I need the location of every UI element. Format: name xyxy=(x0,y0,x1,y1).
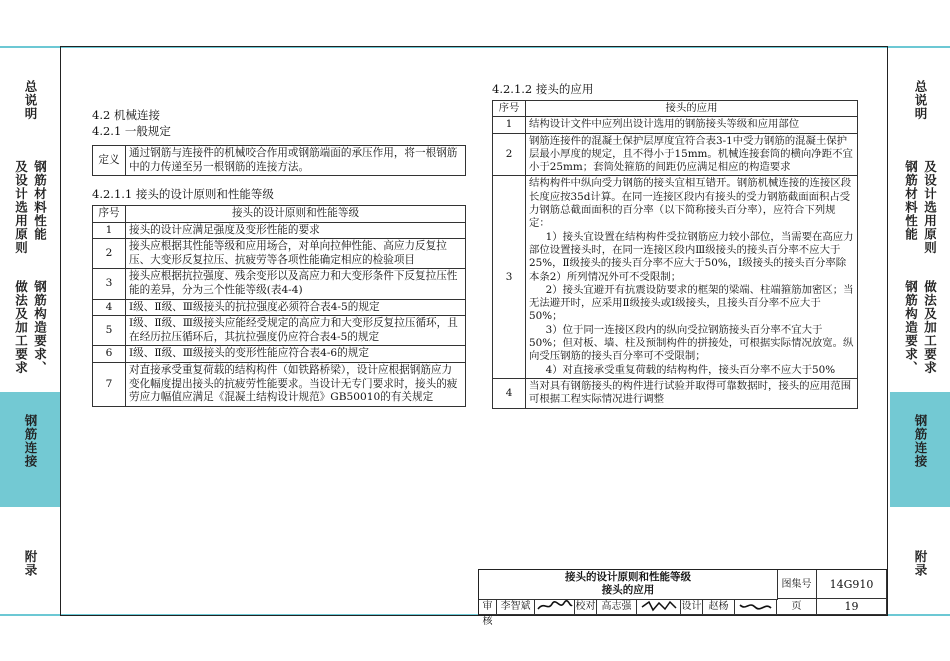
row-text-item: 1）接头宜设置在结构构件受拉钢筋应力较小部位，当需要在高应力部位设置接头时，在同一连接区段内Ⅲ级接头的接头百分率不应大于25%，Ⅱ级接头的接头百分率不应大于50%，Ⅰ级接头的接头百分率除本条2）所列情况外可不受限制； xyxy=(529,230,854,283)
drawing-title: 接头的设计原则和性能等级 接头的应用 xyxy=(479,570,778,600)
definition-text: 通过钢筋与连接件的机械咬合作用或钢筋端面的承压作用，将一根钢筋中的力传递至另一根钢筋的连接方法。 xyxy=(126,146,466,176)
checker-name: 高志强 xyxy=(597,599,637,615)
column-header-no: 序号 xyxy=(493,101,526,117)
row-number: 4 xyxy=(93,299,126,316)
table-row xyxy=(93,222,466,239)
designer-name: 赵杨 xyxy=(703,599,735,615)
definition-label: 定义 xyxy=(93,146,126,176)
page-number: 19 xyxy=(817,599,887,615)
row-text-group xyxy=(526,176,858,378)
atlas-number: 14G910 xyxy=(817,570,887,599)
left-sidebar xyxy=(0,0,60,661)
principles-table xyxy=(92,205,466,407)
sidebar-item-general[interactable]: 总说明 xyxy=(23,80,38,121)
row-text: 接头的设计应满足强度及变形性能的要求 xyxy=(126,222,466,239)
right-sidebar xyxy=(890,0,950,661)
check-label: 校对 xyxy=(575,599,597,615)
design-label: 设计 xyxy=(681,599,703,615)
sidebar-item-detailing-right[interactable]: 钢筋构造要求、 做法及加工要求 xyxy=(903,280,938,375)
row-number: 1 xyxy=(93,222,126,239)
page-label: 页 xyxy=(777,599,817,615)
row-number: 6 xyxy=(93,346,126,363)
row-number: 2 xyxy=(493,133,526,176)
table-row xyxy=(493,117,858,133)
table-header-row xyxy=(493,101,858,117)
row-number: 5 xyxy=(93,316,126,346)
principles-table-title: 4.2.1.1 接头的设计原则和性能等级 xyxy=(92,187,274,201)
sidebar-item-appendix[interactable]: 附录 xyxy=(23,550,38,577)
row-text: 接头应根据抗拉强度、残余变形以及高应力和大变形条件下反复拉压性能的差异，分为三个性能等级(表4-4) xyxy=(126,269,466,299)
table-row xyxy=(93,316,466,346)
row-number: 3 xyxy=(493,176,526,378)
row-text: 结构设计文件中应列出设计选用的钢筋接头等级和应用部位 xyxy=(526,117,858,133)
row-text: 对直接承受重复荷载的结构构件（如铁路桥梁），设计应根据钢筋应力变化幅度提出接头的抗疲劳性能要求。当设计无专门要求时，接头的疲劳应力幅值应满足《混凝土结构设计规范》GB50010的有关规定 xyxy=(126,362,466,406)
row-text-item: 4）对直接承受重复荷载的结构构件，接头百分率不应大于50% xyxy=(545,363,836,376)
review-label: 审核 xyxy=(479,599,497,615)
row-text: 接头应根据其性能等级和应用场合，对单向拉伸性能、高应力反复拉压、大变形反复拉压、抗疲劳等各项性能确定相应的检验项目 xyxy=(126,239,466,269)
section-heading: 4.2 机械连接 xyxy=(92,108,160,122)
row-number: 3 xyxy=(93,269,126,299)
checker-signature xyxy=(637,599,681,615)
definition-table xyxy=(92,145,466,176)
sidebar-item-detailing[interactable]: 做法及加工要求 钢筋构造要求、 xyxy=(13,280,48,375)
row-text: Ⅰ级、Ⅱ级、Ⅲ级接头的变形性能应符合表4-6的规定 xyxy=(126,346,466,363)
application-table xyxy=(492,100,858,409)
column-header-content: 接头的应用 xyxy=(526,101,858,117)
table-row xyxy=(93,239,466,269)
table-row xyxy=(93,346,466,363)
row-text: 当对具有钢筋接头的构件进行试验并取得可靠数据时，接头的应用范围可根据工程实际情况进行调整 xyxy=(526,378,858,408)
sidebar-item-general-right[interactable]: 总说明 xyxy=(913,80,928,121)
table-row xyxy=(493,176,858,378)
column-header-no: 序号 xyxy=(93,206,126,223)
row-text: 钢筋连接件的混凝土保护层厚度宜符合表3-1中受力钢筋的混凝土保护层最小厚度的规定，且不得小于15mm。机械连接套筒的横向净距不宜小于25mm；套筒处箍筋的间距仍应满足相应的构造要求 xyxy=(526,133,858,176)
subsection-heading: 4.2.1 一般规定 xyxy=(92,124,171,138)
sidebar-item-appendix-right[interactable]: 附录 xyxy=(913,550,928,577)
sidebar-item-connection[interactable]: 钢筋连接 xyxy=(0,392,60,507)
row-number: 4 xyxy=(493,378,526,408)
row-number: 2 xyxy=(93,239,126,269)
atlas-number-label: 图集号 xyxy=(777,570,817,599)
reviewer-name: 李智斌 xyxy=(497,599,535,615)
table-row xyxy=(93,299,466,316)
row-text-item: 3）位于同一连接区段内的纵向受拉钢筋接头百分率不宜大于50%；但对板、墙、柱及预制构件的拼接处，可根据实际情况放宽。纵向受压钢筋的接头百分率可不受限制； xyxy=(529,323,854,363)
row-number: 7 xyxy=(93,362,126,406)
designer-signature xyxy=(735,599,777,615)
reviewer-signature xyxy=(535,599,575,615)
table-row xyxy=(93,362,466,406)
table-row xyxy=(493,133,858,176)
application-table-title: 4.2.1.2 接头的应用 xyxy=(492,82,594,96)
row-text: Ⅰ级、Ⅱ级、Ⅲ级接头应能经受规定的高应力和大变形反复拉压循环，且在经历拉压循环后，其抗拉强度仍应符合表4-5的规定 xyxy=(126,316,466,346)
sidebar-item-materials[interactable]: 及设计选用原则 钢筋材料性能 xyxy=(13,160,48,255)
sidebar-item-materials-right[interactable]: 钢筋材料性能 及设计选用原则 xyxy=(903,160,938,255)
row-text-item: 2）接头宜避开有抗震设防要求的框架的梁端、柱端箍筋加密区；当无法避开时，应采用Ⅱ级接头或Ⅰ级接头，且接头百分率不应大于50%； xyxy=(529,283,854,323)
table-row xyxy=(493,378,858,408)
row-number: 1 xyxy=(493,117,526,133)
table-row xyxy=(93,269,466,299)
sidebar-item-connection-right[interactable]: 钢筋连接 xyxy=(890,392,950,507)
table-header-row xyxy=(93,206,466,223)
row-text-intro: 结构构件中纵向受力钢筋的接头宜相互错开。钢筋机械连接的连接区段长度应按35d计算。在同一连接区段内有接头的受力钢筋截面面积占受力钢筋总截面面积的百分率（以下简称接头百分率），应符合下列规定： xyxy=(529,177,852,230)
column-header-content: 接头的设计原则和性能等级 xyxy=(126,206,466,223)
title-block xyxy=(478,569,887,627)
row-text: Ⅰ级、Ⅱ级、Ⅲ级接头的抗拉强度必须符合表4-5的规定 xyxy=(126,299,466,316)
